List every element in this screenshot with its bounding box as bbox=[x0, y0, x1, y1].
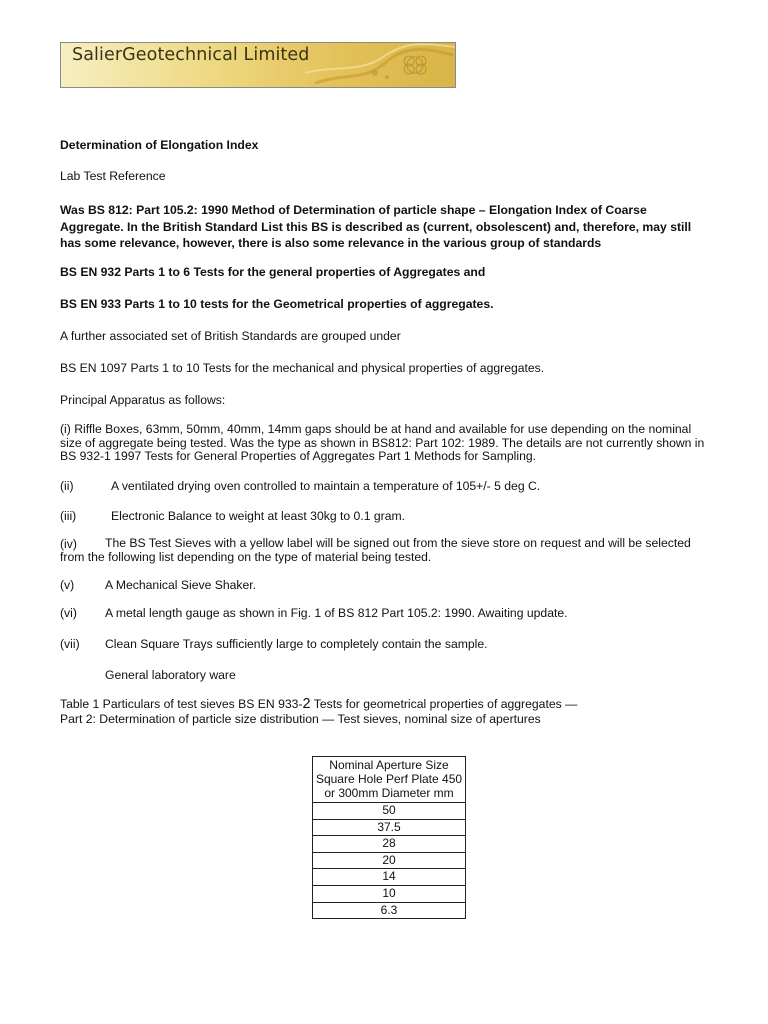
table-caption-part-number: 2 bbox=[302, 696, 311, 712]
item-number: (ii) bbox=[60, 479, 74, 493]
company-name: SalierGeotechnical Limited bbox=[72, 45, 310, 65]
item-text: A metal length gauge as shown in Fig. 1 of BS 812 Part 105.2: 1990. Awaiting update. bbox=[105, 606, 568, 620]
decorative-swirl-icon bbox=[305, 43, 455, 87]
table-caption-part-b: Tests for geometrical properties of aggregates — bbox=[310, 697, 578, 711]
table-row bbox=[313, 836, 466, 853]
item-number: (iv) bbox=[60, 537, 77, 551]
table-cell: 37.5 bbox=[313, 819, 466, 836]
item-number: (vi) bbox=[60, 606, 77, 620]
item-number: (vii) bbox=[60, 637, 80, 651]
table-row bbox=[313, 869, 466, 886]
table-cell: 20 bbox=[313, 852, 466, 869]
table-caption bbox=[60, 697, 710, 727]
table-cell: 28 bbox=[313, 836, 466, 853]
item-text: A ventilated drying oven controlled to maintain a temperature of 105+/- 5 deg C. bbox=[111, 479, 541, 493]
document-title: Determination of Elongation Index bbox=[60, 138, 259, 152]
lab-test-reference: Lab Test Reference bbox=[60, 169, 166, 183]
table-cell: 10 bbox=[313, 885, 466, 902]
table-cell: 50 bbox=[313, 803, 466, 820]
company-banner bbox=[60, 42, 456, 88]
item-number: (iii) bbox=[60, 509, 77, 523]
table-cell: 14 bbox=[313, 869, 466, 886]
table-header-row bbox=[313, 757, 466, 803]
table-row bbox=[313, 902, 466, 919]
item-number: (v) bbox=[60, 578, 75, 592]
table-header-cell: Nominal Aperture Size Square Hole Perf Plate 450 or 300mm Diameter mm bbox=[313, 757, 466, 803]
item-text: The BS Test Sieves with a yellow label will be signed out from the sieve store on request and will be selected from the following list depending on the type of material being tested. bbox=[60, 536, 691, 564]
apparatus-heading: Principal Apparatus as follows: bbox=[60, 393, 226, 407]
table-row bbox=[313, 885, 466, 902]
further-standards-line: A further associated set of British Standards are grouped under bbox=[60, 329, 401, 343]
general-laboratory-ware: General laboratory ware bbox=[105, 668, 236, 682]
was-bs-paragraph: Was BS 812: Part 105.2: 1990 Method of Determination of particle shape – Elongation Index of Coarse Aggregate. In the British Standard List this BS is described as (current, obsolescent) and, therefore, may still has some relevance, however, there is also some relevance in the various group of standards bbox=[60, 203, 692, 250]
bs-en-932-line: BS EN 932 Parts 1 to 6 Tests for the general properties of Aggregates and bbox=[60, 265, 486, 279]
apparatus-item-i: (i) Riffle Boxes, 63mm, 50mm, 40mm, 14mm gaps should be at hand and available for use depending on the nominal size of aggregate being tested. Was the type as shown in BS812: Part 102: 1989. The details are not currently shown in BS 932-1 1997 Tests for General Properties of Aggregates Part 1 Methods for Sampling. bbox=[60, 422, 705, 464]
bs-en-1097-line: BS EN 1097 Parts 1 to 10 Tests for the mechanical and physical properties of aggregates. bbox=[60, 361, 545, 375]
bs-en-933-line: BS EN 933 Parts 1 to 10 tests for the Geometrical properties of aggregates. bbox=[60, 297, 494, 311]
table-caption-part-a: Table 1 Particulars of test sieves BS EN 933- bbox=[60, 697, 303, 711]
table-caption-line-2: Part 2: Determination of particle size distribution — Test sieves, nominal size of apertures bbox=[60, 712, 541, 726]
table-row bbox=[313, 803, 466, 820]
table-cell: 6.3 bbox=[313, 902, 466, 919]
item-text: Clean Square Trays sufficiently large to completely contain the sample. bbox=[105, 637, 488, 651]
sieve-aperture-table bbox=[312, 756, 466, 919]
table-row bbox=[313, 819, 466, 836]
item-text: A Mechanical Sieve Shaker. bbox=[105, 578, 257, 592]
item-text: Electronic Balance to weight at least 30kg to 0.1 gram. bbox=[111, 509, 406, 523]
table-row bbox=[313, 852, 466, 869]
